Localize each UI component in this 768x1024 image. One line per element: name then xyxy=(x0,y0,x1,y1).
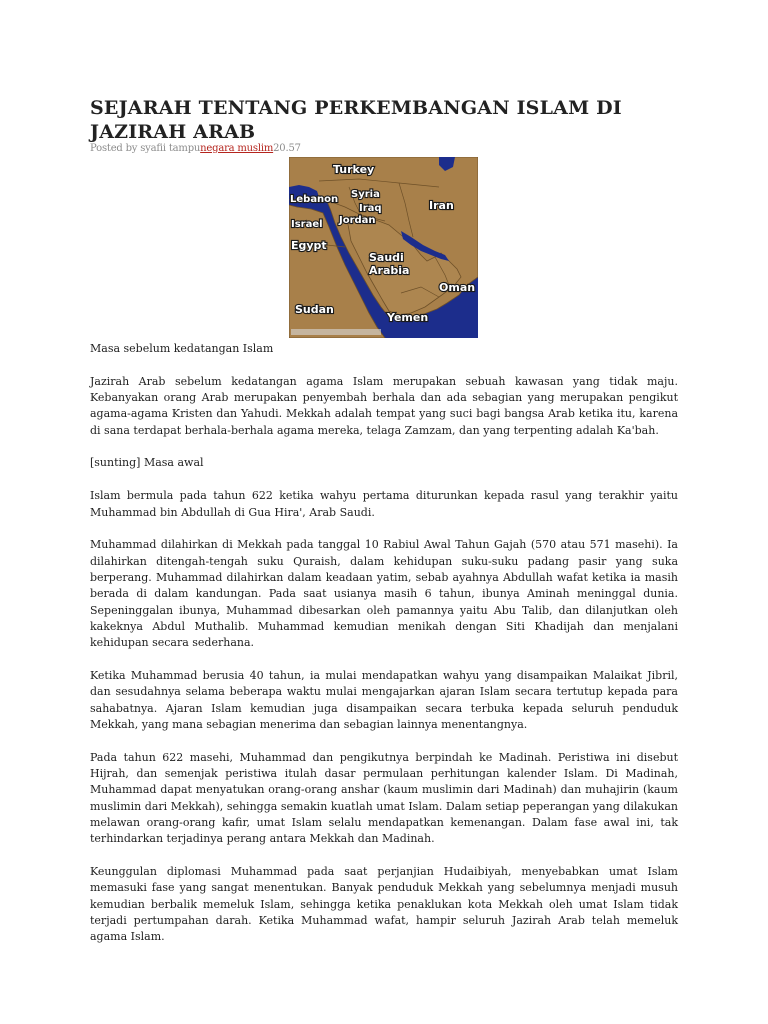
section-heading-early-period: [sunting] Masa awal xyxy=(90,456,204,470)
paragraph-muhammad-birth: Muhammad dilahirkan di Mekkah pada tanggal 10 Rabiul Awal Tahun Gajah (570 atau 571 masehi). Ia dilahirkan ditengah-tengah suku Quraish, dalam kehidupan suku-suku padang pasir yang suka berperang. Muhammad dilahirkan dalam keadaan yatim, sebab ayahnya Abdullah wafat ketika ia masih berada di dalam kandungan. Pada saat usianya masih 6 tahun, ibunya Aminah meninggal dunia. Sepeninggalan ibunya, Muhammad dibesarkan oleh pamannya yaitu Abu Talib, dan dilanjutkan oleh kakeknya Abdul Muthalib. Muhammad kemudian menikah dengan Siti Khadijah dan menjalani kehidupan secara sederhana. xyxy=(90,538,678,650)
section-heading-pre-islam: Masa sebelum kedatangan Islam xyxy=(90,342,274,355)
map-label-turkey: Turkey xyxy=(333,163,375,176)
paragraph-pre-islam: Jazirah Arab sebelum kedatangan agama Islam merupakan sebuah kawasan yang tidak maju. Kebanyakan orang Arab merupakan penyembah berhala dan ada sebagian yang merupakan pengikut agama-agama Kristen dan Yahudi. Mekkah adalah tempat yang suci bagi bangsa Arab ketika itu, karena di sana terdapat berhala-berhala agama mereka, telaga Zamzam, dan yang terpenting adalah Ka'bah. xyxy=(90,374,678,437)
post-title: SEJARAH TENTANG PERKEMBANGAN ISLAM DI JAZIRAH ARAB xyxy=(90,97,622,143)
map-label-sudan: Sudan xyxy=(295,303,334,316)
map-label-arabia: Arabia xyxy=(369,264,410,277)
paragraph-beginning: Islam bermula pada tahun 622 ketika wahyu pertama diturunkan kepada rasul yang terakhir yaitu Muhammad bin Abdullah di Gua Hira', Arab Saudi. xyxy=(90,489,678,519)
map-label-oman: Oman xyxy=(439,281,476,294)
map-label-lebanon: Lebanon xyxy=(290,194,339,205)
map-label-saudi: Saudi xyxy=(369,251,404,264)
map-label-iran: Iran xyxy=(429,199,454,212)
map-label-jordan: Jordan xyxy=(339,215,376,226)
article-body xyxy=(90,341,678,962)
middle-east-map xyxy=(289,157,478,338)
paragraph-hijrah: Pada tahun 622 masehi, Muhammad dan pengikutnya berpindah ke Madinah. Peristiwa ini disebut Hijrah, dan semenjak peristiwa itulah dasar permulaan perhitungan kalender Islam. Di Madinah, Muhammad dapat menyatukan orang-orang anshar (kaum muslimin dari Madinah) dan muhajirin (kaum muslimin dari Mekkah), sehingga semakin kuatlah umat Islam. Dalam setiap peperangan yang dilakukan melawan orang-orang kafir, umat Islam selalu mendapatkan kemenangan. Dalam fase awal ini, tak terhindarkan terjadinya perang antara Mekkah dan Madinah. xyxy=(90,750,678,846)
map-attribution xyxy=(291,329,381,335)
map-label-iraq: Iraq xyxy=(359,203,382,214)
paragraph-revelation: Ketika Muhammad berusia 40 tahun, ia mulai mendapatkan wahyu yang disampaikan Malaikat Jibril, dan sesudahnya selama beberapa waktu mulai mengajarkan ajaran Islam secara tertutup kepada para sahabatnya. Ajaran Islam kemudian juga disampaikan secara terbuka kepada seluruh penduduk Mekkah, yang mana sebagian menerima dan sebagian lainnya menentangnya. xyxy=(90,668,678,731)
map-label-israel: Israel xyxy=(291,219,323,230)
paragraph-hudaibiyah: Keunggulan diplomasi Muhammad pada saat perjanjian Hudaibiyah, menyebabkan umat Islam memasuki fase yang sangat menentukan. Banyak penduduk Mekkah yang sebelumnya menjadi musuh kemudian berbalik memeluk Islam, sehingga ketika penaklukan kota Mekkah oleh umat Islam tidak terjadi pertumpahan darah. Ketika Muhammad wafat, hampir seluruh Jazirah Arab telah memeluk agama Islam. xyxy=(90,864,678,944)
post-meta-prefix: Posted by syafii tampu xyxy=(90,143,201,154)
map-label-syria: Syria xyxy=(351,189,380,200)
post-time: 20.57 xyxy=(273,143,301,154)
map-label-egypt: Egypt xyxy=(291,239,327,252)
category-link[interactable]: negara muslim xyxy=(200,143,274,154)
post-meta xyxy=(90,143,301,154)
map-label-yemen: Yemen xyxy=(387,311,429,324)
